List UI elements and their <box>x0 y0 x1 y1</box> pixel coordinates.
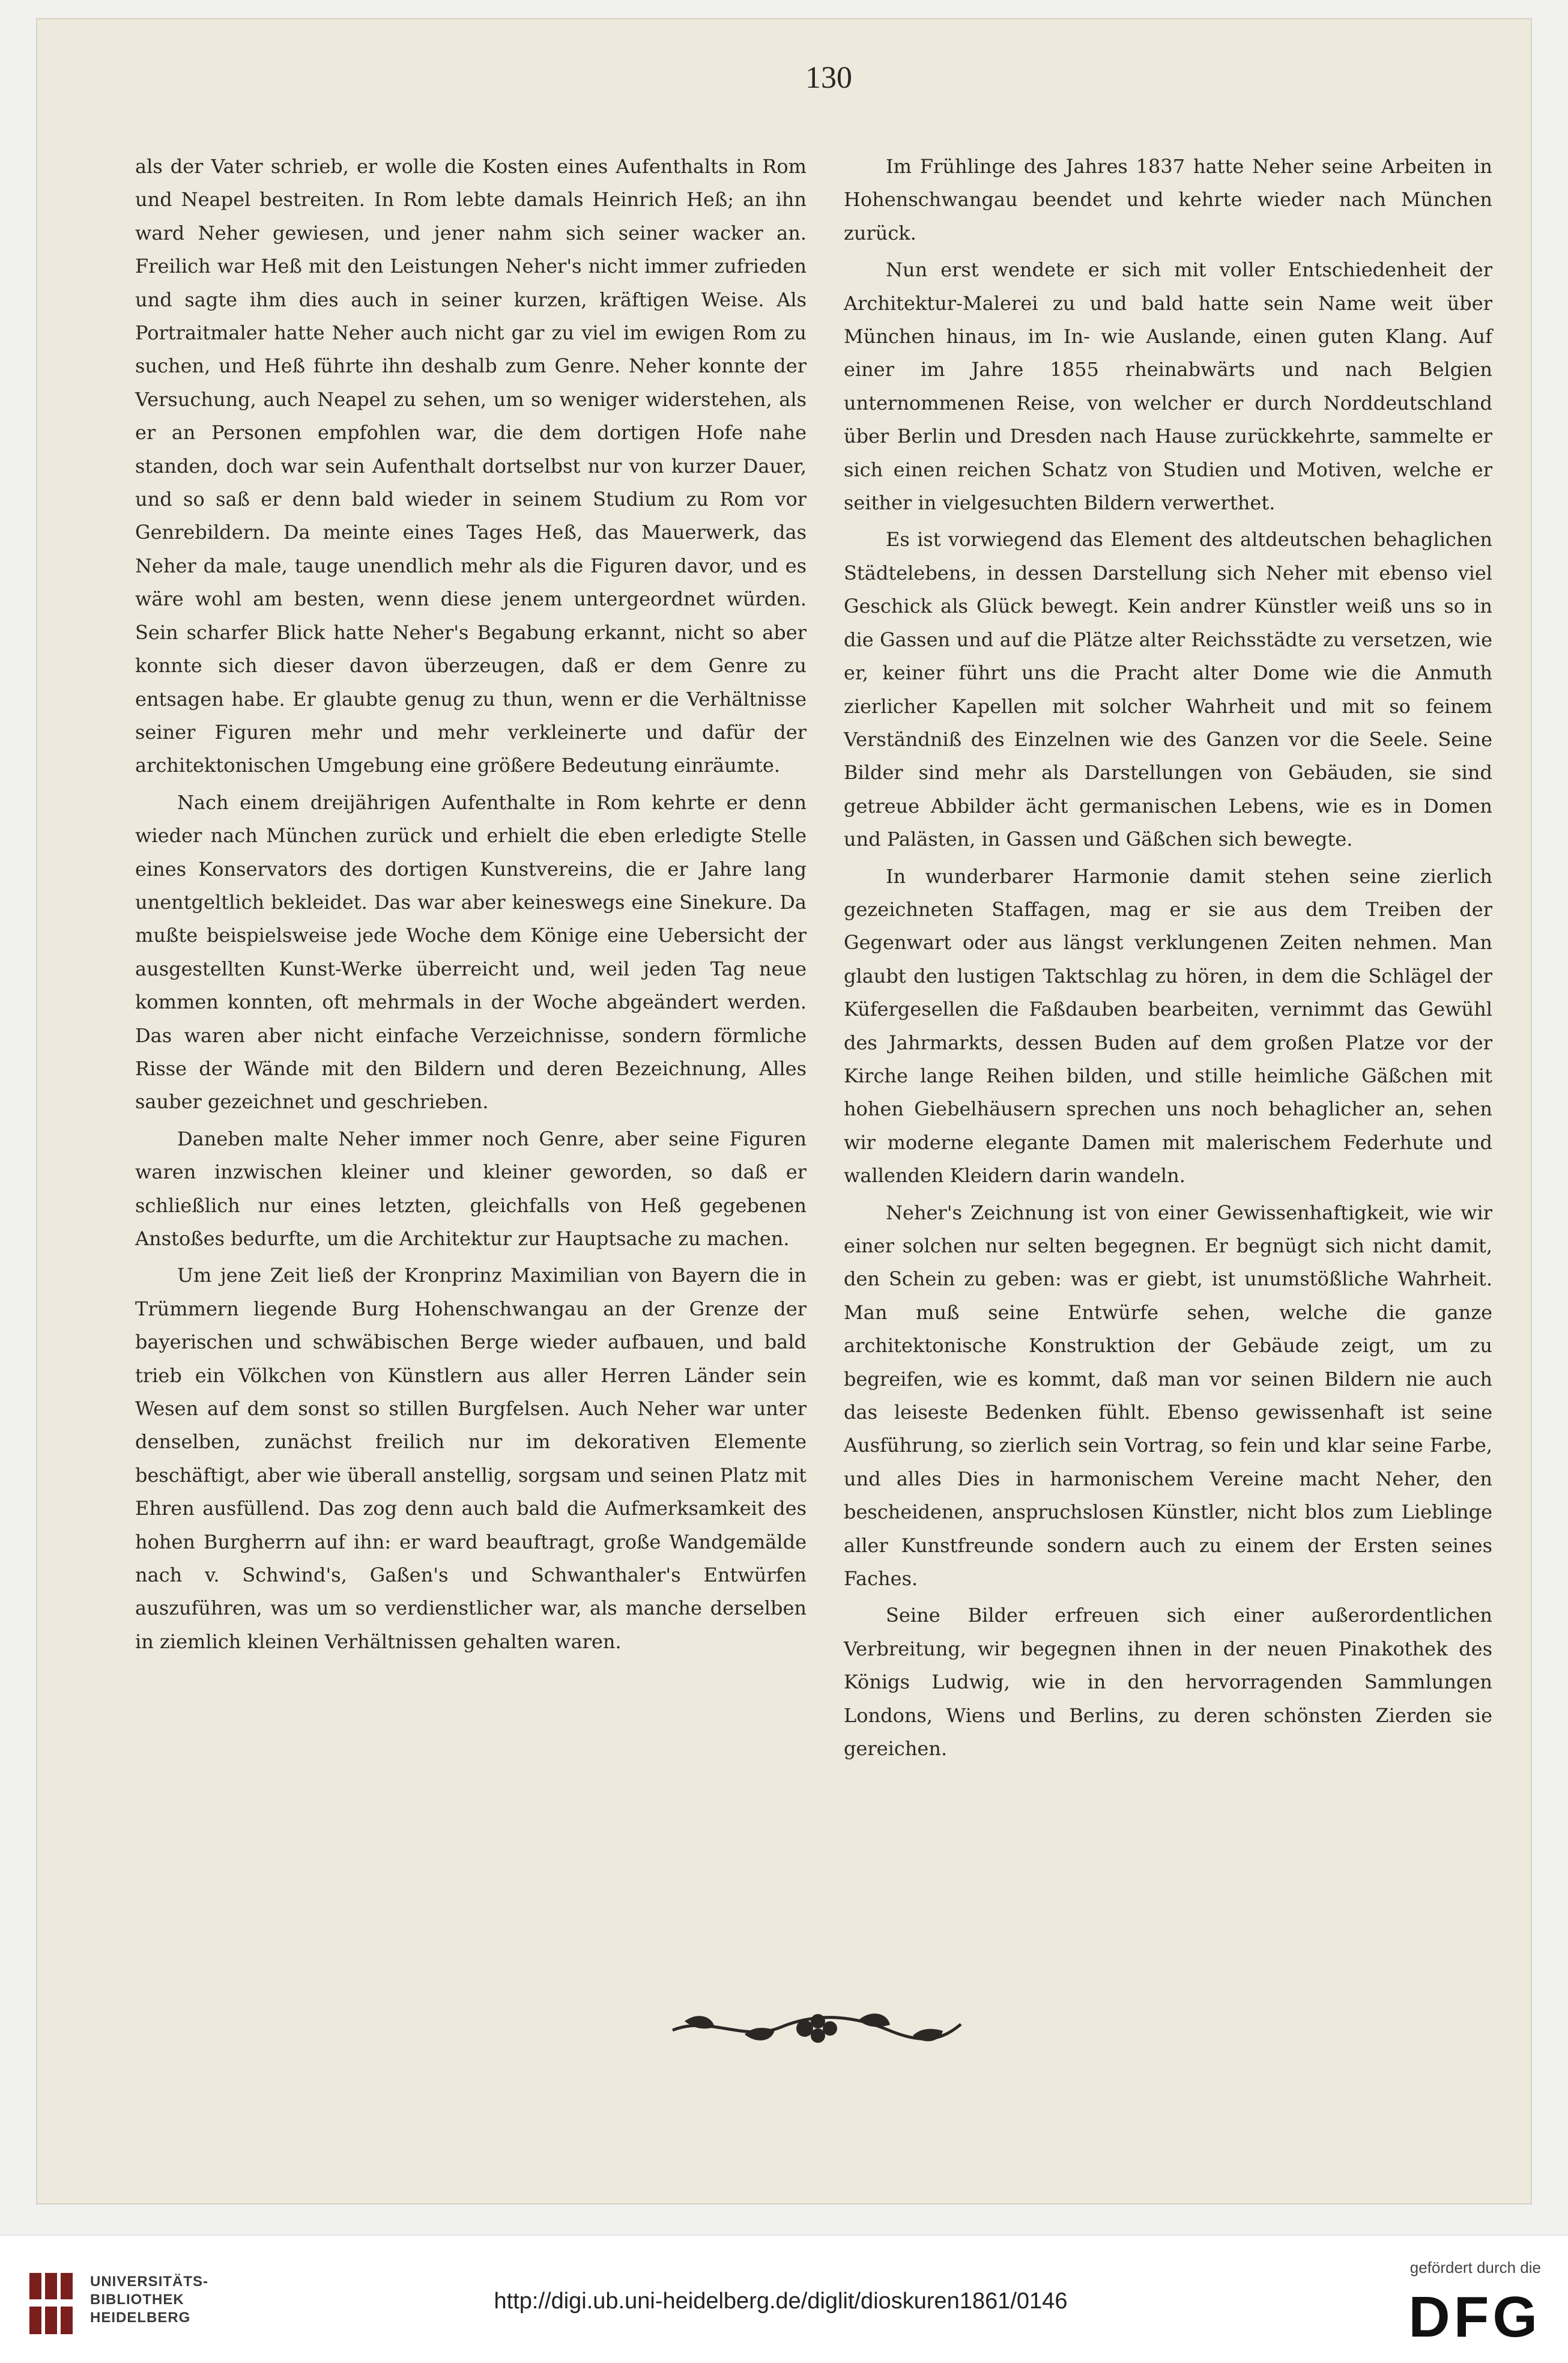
paragraph: In wunderbarer Harmonie damit stehen seine zierlich gezeichneten Staffagen, mag er sie aus dem Treiben der Gegenwart oder aus längst verklungenen Zeiten nehmen. Man glaubt den lustigen Taktschlag zu hören, in dem die Schlägel der Küfergesellen die Faßdauben bearbeiten, vernimmt das Gewühl des Jahrmarkts, dessen Buden auf dem großen Platze vor der Kirche lange Reihen bilden, und stille heimliche Gäßchen mit hohen Giebelhäusern sprechen uns noch behaglicher an, sehen wir moderne elegante Damen mit malerischem Federhute und wallenden Kleidern darin wandeln. <box>844 864 1492 1188</box>
funding-note: gefördert durch die <box>1409 2258 1541 2277</box>
paragraph: Es ist vorwiegend das Element des altdeutschen behaglichen Städtelebens, in dessen Darstellung sich Neher mit ebenso viel Geschick als Glück bewegt. Kein andrer Künstler weiß uns so in die Gassen und auf die Plätze alter Reichsstädte zu versetzen, wie er, keiner führt uns die Pracht alter Dome wie die Anmuth zierlicher Kapellen mit solcher Wahrheit und mit so feinem Verständniß des Einzelnen wie des Ganzen vor die Seele. Seine Bilder sind mehr als Darstellungen von Gebäuden, sie sind getreue Abbilder ächt germanischen Lebens, wie es in Domen und Palästen, in Gassen und Gäßchen sich bewegte. <box>844 528 1492 851</box>
permalink-url[interactable]: http://digi.ub.uni-heidelberg.de/diglit/dioskuren1861/0146 <box>494 2289 1068 2314</box>
logo-line: HEIDELBERG <box>90 2310 191 2326</box>
logo-line: BIBLIOTHEK <box>90 2292 184 2308</box>
page-number: 130 <box>805 61 852 95</box>
dfg-logo: DFG <box>1408 2285 1541 2349</box>
paragraph: als der Vater schrieb, er wolle die Kosten eines Aufenthalts in Rom und Neapel bestreiten. In Rom lebte damals Heinrich Heß; an ihn ward Neher gewiesen, und jener nahm sich seiner wacker an. Freilich war Heß mit den Leistungen Neher's nicht immer zufrieden und sagte ihm dies auch in seiner kurzen, kräftigen Weise. Als Portraitmaler hatte Neher auch nicht gar zu viel im ewigen Rom zu suchen, und Heß führte ihn deshalb zum Genre. Neher konnte der Versuchung, auch Neapel zu sehen, um so weniger widerstehen, als er an Personen empfohlen war, die dem dortigen Hofe nahe standen, doch war sein Aufenthalt dortselbst nur von kurzer Dauer, und so saß er denn bald wieder in seinem Studium zu Rom vor Genrebildern. Da meinte eines Tages Heß, das Mauerwerk, das Neher da male, tauge unendlich mehr als die Figuren davor, und es wäre wohl am besten, wenn diese jenem untergeordnet würden. Sein scharfer Blick hatte Neher's Begabung erkannt, nicht so aber konnte sich dieser davon überzeugen, daß er dem Genre zu entsagen habe. Er glaubte genug zu thun, wenn er die Verhältnisse seiner Figuren mehr und mehr verkleinerte und dafür der architektonischen Umgebung eine größere Bedeutung einräumte. <box>135 155 807 777</box>
paragraph: Nach einem dreijährigen Aufenthalte in Rom kehrte er denn wieder nach München zurück und erhielt die eben erledigte Stelle eines Konservators des dortigen Kunstvereins, die er Jahre lang unentgeltlich bekleidet. Das war aber keineswegs eine Sinekure. Da mußte beispielsweise jede Woche dem Könige eine Uebersicht der ausgestellten Kunst-Werke überreicht und, weil jeden Tag neue kommen konnten, oft mehrmals in der Woche abgeändert werden. Das waren aber nicht einfache Verzeichnisse, sondern förmliche Risse der Wände mit den Bildern und deren Bezeichnung, Alles sauber gezeichnet und geschrieben. <box>135 790 807 1114</box>
university-library-logo-icon <box>27 2270 81 2337</box>
paragraph: Um jene Zeit ließ der Kronprinz Maximilian von Bayern die in Trümmern liegende Burg Hohenschwangau an der Grenze der bayerischen und schwäbischen Berge wieder aufbauen, und bald trieb ein Völkchen von Künstlern aus aller Herren Länder sein Wesen auf dem sonst so stillen Burgfelsen. Auch Neher war unter denselben, zunächst freilich nur im dekorativen Elemente beschäftigt, aber wie überall anstellig, sorgsam und seinen Platz mit Ehren ausfüllend. Das zog denn auch bald die Aufmerksamkeit des hohen Burgherrn auf ihn: er ward beauftragt, große Wandgemälde nach v. Schwind's, Gaßen's und Schwanthaler's Entwürfen auszuführen, was um so verdienstlicher war, als manche derselben in ziemlich kleinen Verhältnissen gehalten waren. <box>135 1264 807 1653</box>
logo-line: UNIVERSITÄTS- <box>90 2274 209 2290</box>
left-text-column <box>135 150 807 1658</box>
vine-ornament-icon <box>661 1997 973 2051</box>
scanned-page <box>36 18 1532 2204</box>
university-library-logo-text <box>90 2273 208 2327</box>
right-text-column <box>844 150 1492 1766</box>
paragraph: Nun erst wendete er sich mit voller Entschiedenheit der Architektur-Malerei zu und bald hatte sein Name weit über München hinaus, im In- wie Auslande, einen guten Klang. Auf einer im Jahre 1855 rheinabwärts und nach Belgien unternommenen Reise, von welcher er durch Norddeutschland über Berlin und Dresden nach Hause zurückkehrte, sammelte er sich einen reichen Schatz von Studien und Motiven, welche er seither in vielgesuchten Bildern verwerthet. <box>844 258 1492 515</box>
paragraph: Seine Bilder erfreuen sich einer außerordentlichen Verbreitung, wir begegnen ihnen in der neuen Pinakothek des Königs Ludwig, wie in den hervorragenden Sammlungen Londons, Wiens und Berlins, zu deren schönsten Zierden sie gereichen. <box>844 1604 1492 1761</box>
paragraph: Im Frühlinge des Jahres 1837 hatte Neher seine Arbeiten in Hohenschwangau beendet und kehrte wieder nach München zurück. <box>844 155 1492 244</box>
paragraph: Daneben malte Neher immer noch Genre, aber seine Figuren waren inzwischen kleiner und kleiner geworden, so daß er schließlich nur eines letzten, gleichfalls von Heß gegebenen Anstoßes bedurfte, um die Architektur zur Hauptsache zu machen. <box>135 1127 807 1250</box>
footer-bar <box>0 2234 1568 2363</box>
paragraph: Neher's Zeichnung ist von einer Gewissenhaftigkeit, wie wir einer solchen nur selten begegnen. Er begnügt sich nicht damit, den Schein zu geben: was er giebt, ist unumstößliche Wahrheit. Man muß seine Entwürfe sehen, welche die ganze architektonische Konstruktion der Gebäude zeigt, um zu begreifen, wie es kommt, daß man vor seinen Bildern nie auch das leiseste Bedenken fühlt. Ebenso gewissenhaft ist seine Ausführung, so zierlich sein Vortrag, so fein und klar seine Farbe, und alles Dies in harmonischem Vereine macht Neher, den bescheidenen, anspruchslosen Künstler, nicht blos zum Lieblinge aller Kunstfreunde sondern auch zu einem der Ersten seines Faches. <box>844 1201 1492 1591</box>
